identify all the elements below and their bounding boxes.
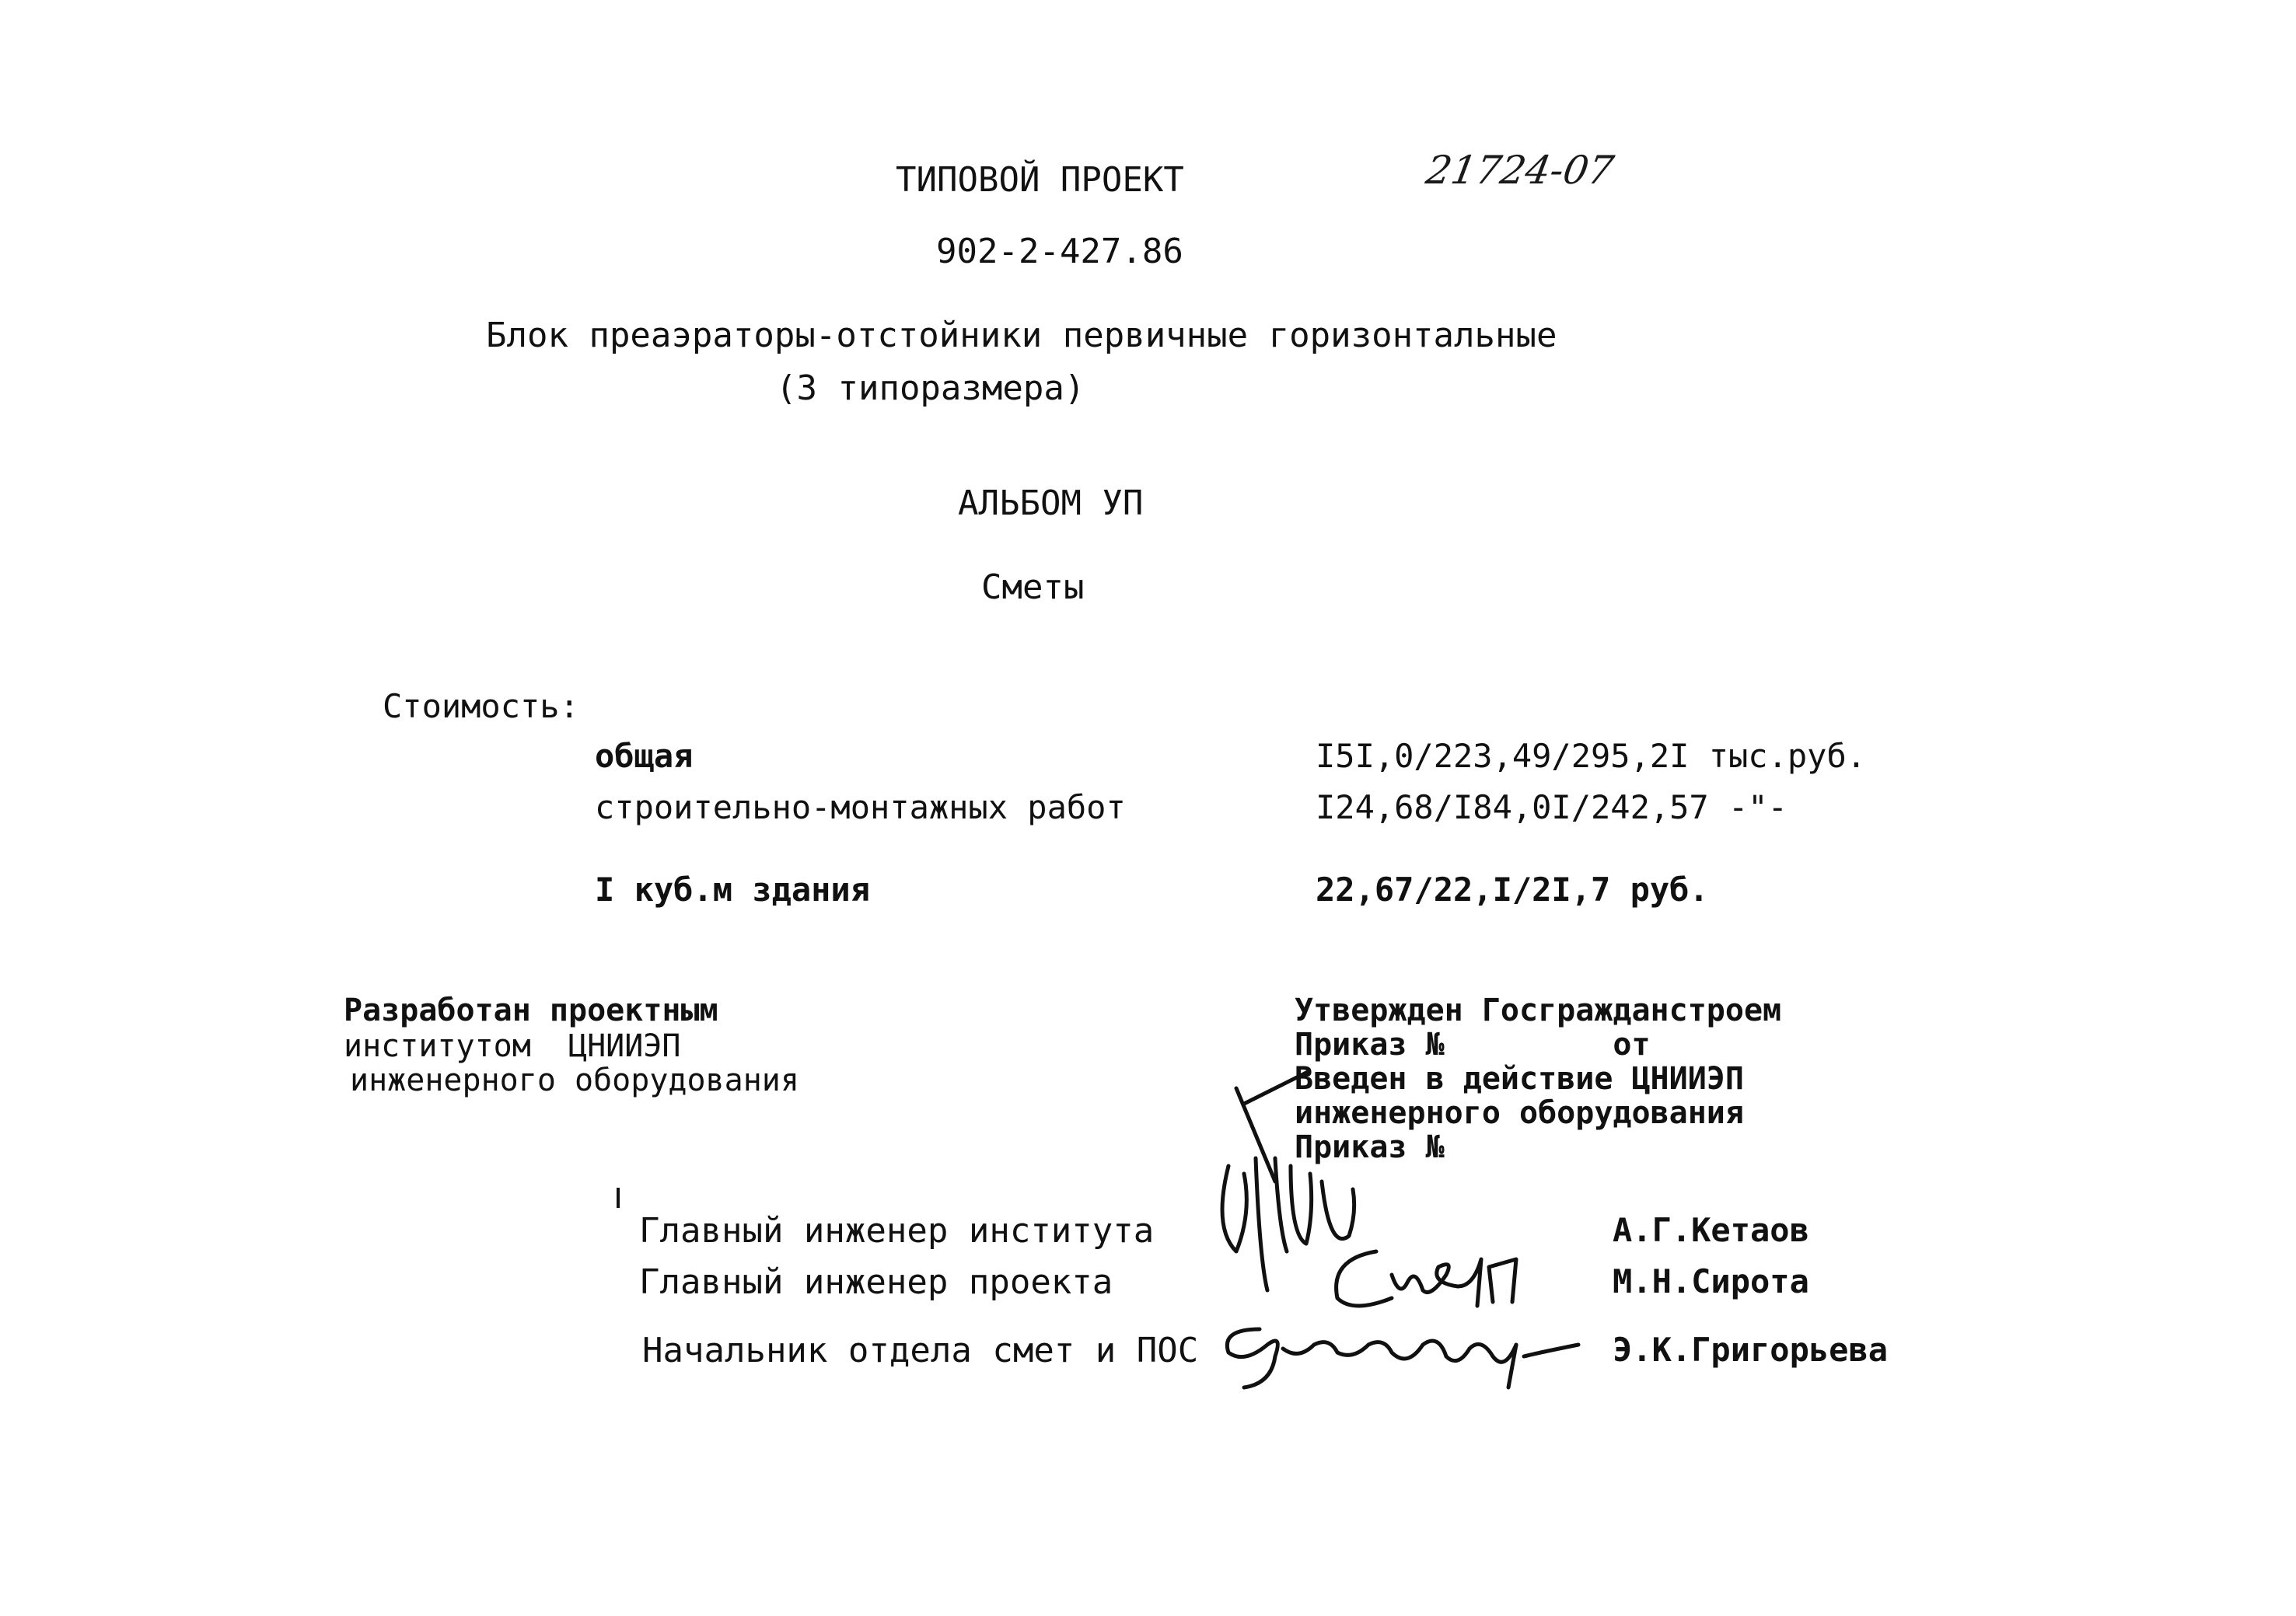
signature-name-1: А.Г.Кетаов	[1613, 1211, 1809, 1249]
cost-per-m3-value: 22,67/22,I/2I,7 руб.	[1316, 871, 1709, 909]
album-label: АЛЬБОМ УП	[958, 483, 1144, 523]
inventory-number: 21724-07	[1422, 148, 1617, 193]
developer-line-3: инженерного оборудования	[350, 1063, 799, 1098]
signature-role-3: Начальник отдела смет и ПОС	[642, 1331, 1199, 1370]
cost-total-label: общая	[595, 737, 694, 775]
approval-line-1: Утвержден Госгражданстроем	[1295, 993, 1782, 1028]
approval-line-2: Приказ № от	[1295, 1027, 1651, 1063]
project-code: 902-2-427.86	[936, 232, 1183, 271]
signature-role-1: Главный инженер института	[639, 1211, 1155, 1251]
section-label: Сметы	[981, 567, 1085, 607]
cost-construction-value: I24,68/I84,0I/242,57 -"-	[1316, 788, 1788, 826]
developer-line-2: институтом ЦНИИЭП	[344, 1028, 681, 1064]
developer-line-1: Разработан проектным	[344, 993, 718, 1028]
signature-role-2: Главный инженер проекта	[639, 1262, 1113, 1302]
stray-mark	[617, 1188, 620, 1208]
approval-line-4: инженерного оборудования	[1295, 1095, 1744, 1131]
signature-name-2: М.Н.Сирота	[1613, 1262, 1809, 1300]
cost-total-value: I5I,0/223,49/295,2I тыс.руб.	[1316, 737, 1867, 775]
approval-line-3: Введен в действие ЦНИИЭП	[1295, 1061, 1744, 1097]
document-type-label: ТИПОВОЙ ПРОЕКТ	[896, 160, 1184, 200]
cost-construction-label: строительно-монтажных работ	[595, 788, 1126, 826]
title-line-2: (3 типоразмера)	[776, 368, 1085, 408]
title-line-1: Блок преаэраторы-отстойники первичные горизонтальные	[486, 316, 1557, 355]
signature-name-3: Э.К.Григорьева	[1613, 1331, 1889, 1369]
cost-heading: Стоимость:	[383, 687, 579, 725]
signature-head-estimates	[1213, 1314, 1602, 1399]
cost-per-m3-label: I куб.м здания	[595, 871, 871, 909]
approval-line-5: Приказ №	[1295, 1129, 1445, 1165]
